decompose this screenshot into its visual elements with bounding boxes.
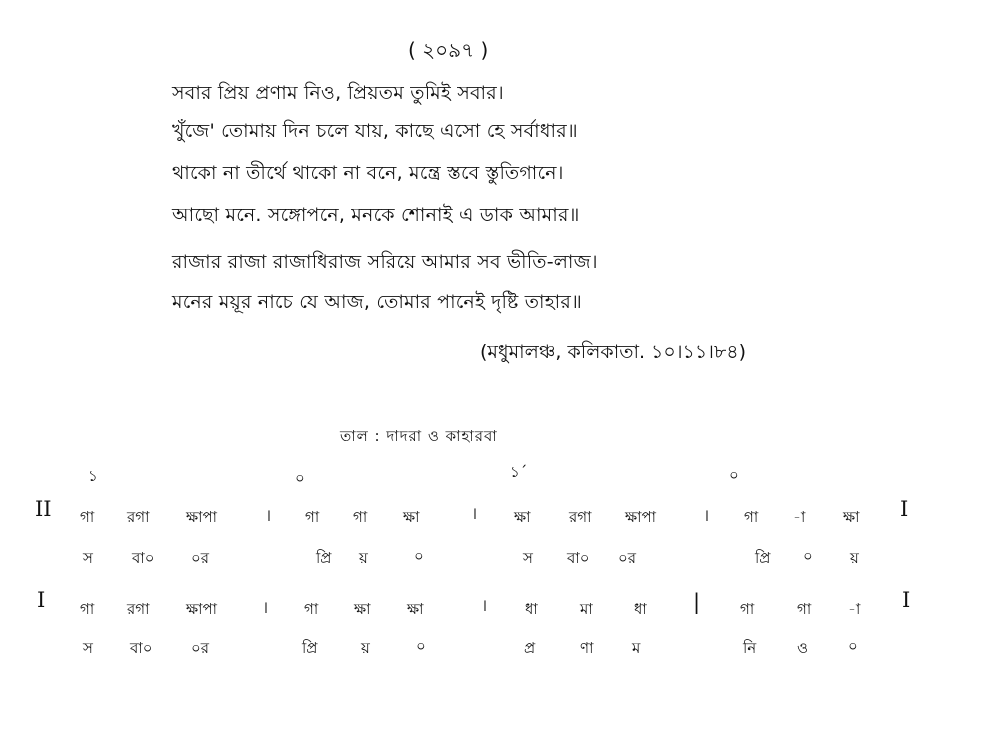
note-cell: -া (848, 600, 861, 618)
beat-divider: । (703, 506, 710, 526)
beat-divider: । (471, 504, 478, 524)
syllable-cell: প্র (524, 639, 536, 657)
note-cell: রগা (569, 508, 592, 526)
source-citation: (মধুমালঞ্চ, কলিকাতা. ১০।১১।৮৪) (480, 341, 747, 363)
note-cell: ক্ষা (354, 600, 371, 618)
note-cell: গা (797, 600, 812, 618)
beat-mark: ১ (88, 467, 98, 485)
bar-start-marker: I (37, 588, 46, 612)
note-cell: ক্ষা (514, 508, 531, 526)
syllable-cell: বা০ (130, 639, 153, 657)
lyric-line-5: রাজার রাজা রাজাধিরাজ সরিয়ে আমার সব ভীতি-লাজ। (172, 251, 598, 273)
syllable-cell: ০ (416, 637, 426, 655)
lyric-line-1: সবার প্রিয় প্রণাম নিও, প্রিয়তম তুমিই সবার। (172, 82, 504, 104)
note-cell: ক্ষাপা (186, 508, 218, 526)
syllable-cell: বা০ (567, 549, 590, 567)
syllable-cell: প্রি (302, 639, 318, 657)
syllable-cell: স (83, 639, 93, 657)
note-cell: গা (740, 600, 755, 618)
lyric-line-4: আছো মনে. সঙ্গোপনে, মনকে শোনাই এ ডাক আমার॥ (172, 204, 580, 226)
syllable-cell: য় (361, 639, 370, 657)
syllable-cell: ০র (191, 639, 210, 657)
note-cell: ক্ষা (407, 600, 424, 618)
note-cell: ক্ষা (843, 508, 860, 526)
note-cell: ক্ষাপা (186, 600, 218, 618)
note-cell: ক্ষা (403, 508, 420, 526)
note-cell: মা (580, 600, 593, 618)
note-cell: ক্ষাপা (625, 508, 657, 526)
syllable-cell: বা০ (132, 549, 155, 567)
bar-end-marker: I (900, 497, 909, 521)
syllable-cell: প্রি (316, 549, 332, 567)
note-cell: রগা (127, 600, 150, 618)
syllable-cell: ০ (414, 547, 424, 565)
note-cell: ধা (634, 600, 647, 618)
lyric-line-3: থাকো না তীর্থে থাকো না বনে, মন্ত্রে স্তবে স্তুতিগানে। (172, 162, 564, 184)
beat-mark: ০ (729, 466, 739, 484)
note-cell: রগা (127, 508, 150, 526)
syllable-cell: ০র (191, 549, 210, 567)
double-bar-marker: II (35, 497, 52, 521)
syllable-cell: ম (632, 639, 641, 657)
beat-mark: ০ (295, 469, 305, 487)
beat-divider: । (481, 596, 488, 616)
note-cell: গা (353, 508, 368, 526)
note-cell: গা (744, 508, 759, 526)
beat-divider: । (262, 598, 269, 618)
syllable-cell: য় (359, 549, 368, 567)
syllable-cell: প্রি (755, 549, 771, 567)
syllable-cell: স (523, 549, 533, 567)
beat-divider: । (265, 506, 272, 526)
syllable-cell: ণা (580, 639, 594, 657)
syllable-cell: ০ (848, 637, 858, 655)
syllable-cell: স (83, 549, 93, 567)
syllable-cell: নি (743, 639, 757, 657)
lyric-line-2: খুঁজে' তোমায় দিন চলে যায়, কাছে এসো হে সর্বাধার॥ (172, 120, 578, 142)
note-cell: -া (793, 508, 806, 526)
note-cell: গা (305, 508, 320, 526)
note-cell: ধা (525, 600, 538, 618)
syllable-cell: য় (850, 549, 859, 567)
syllable-cell: ০র (618, 549, 637, 567)
note-cell: গা (304, 600, 319, 618)
bar-end-marker: I (902, 588, 911, 612)
beat-mark: ১´ (510, 463, 528, 481)
syllable-cell: ও (797, 639, 809, 657)
syllable-cell: ০ (803, 547, 813, 565)
tala-heading: তাল : দাদরা ও কাহারবা (340, 427, 498, 445)
note-cell: গা (80, 508, 95, 526)
section-divider: | (693, 590, 701, 614)
song-number: ( ২০৯৭ ) (408, 38, 489, 62)
lyric-line-6: মনের ময়ূর নাচে যে আজ, তোমার পানেই দৃষ্টি তাহার॥ (172, 291, 582, 313)
note-cell: গা (80, 600, 95, 618)
